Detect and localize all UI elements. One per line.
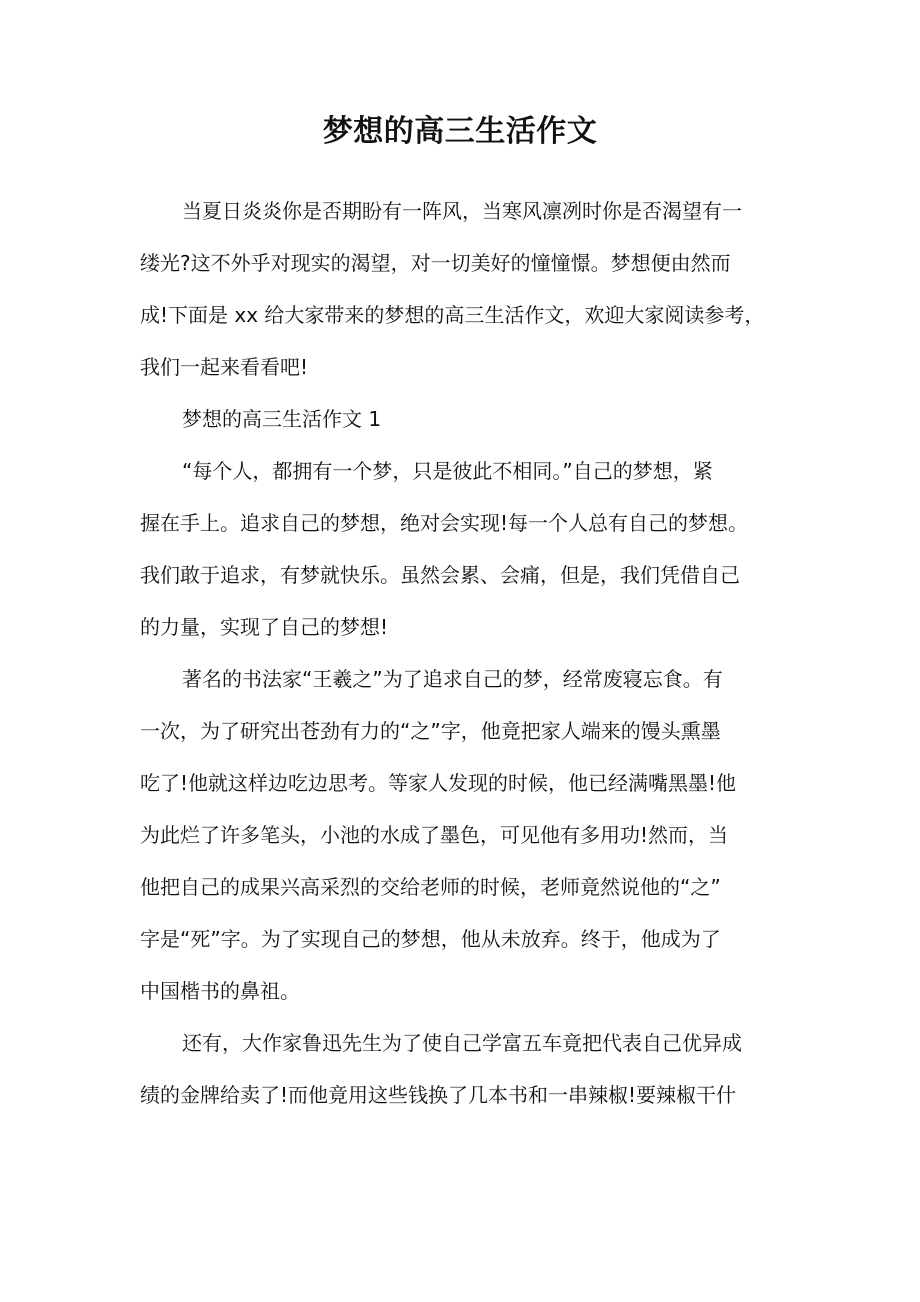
text-line: 绩的金牌给卖了!而他竟用这些钱换了几本书和一串辣椒!要辣椒干什 (140, 1083, 737, 1107)
document-body (140, 185, 780, 1121)
text-line: 我们敢于追求，有梦就快乐。虽然会累、会痛，但是，我们凭借自己 (140, 563, 740, 587)
text-line: 他把自己的成果兴高采烈的交给老师的时候，老师竟然说他的“之” (140, 875, 721, 899)
text-line: 握在手上。追求自己的梦想，绝对会实现!每一个人总有自己的梦想。 (140, 511, 749, 535)
text-line: 梦想的高三生活作文 1 (182, 407, 382, 431)
text-line: 当夏日炎炎你是否期盼有一阵风，当寒风凛冽时你是否渴望有一 (182, 199, 742, 223)
document-title: 梦想的高三生活作文 (322, 114, 598, 149)
text-line: “每个人，都拥有一个梦，只是彼此不相同。”自己的梦想，紧 (182, 459, 713, 483)
text-line: 缕光?这不外乎对现实的渴望，对一切美好的憧憧憬。梦想便由然而 (140, 251, 731, 275)
text-line: 的力量，实现了自己的梦想! (140, 615, 389, 639)
text-line: 一次，为了研究出苍劲有力的“之”字，他竟把家人端来的馒头熏墨 (140, 719, 721, 743)
text-line: 中国楷书的鼻祖。 (140, 979, 300, 1003)
text-line: 吃了!他就这样边吃边思考。等家人发现的时候，他已经满嘴黑墨!他 (140, 771, 737, 795)
text-line: 著名的书法家“王羲之”为了追求自己的梦，经常废寝忘食。有 (182, 667, 723, 691)
text-line: 为此烂了许多笔头，小池的水成了墨色，可见他有多用功!然而，当 (140, 823, 729, 847)
text-line: 还有，大作家鲁迅先生为了使自己学富五车竟把代表自己优异成 (182, 1031, 742, 1055)
text-line: 我们一起来看看吧! (140, 355, 309, 379)
text-line: 成!下面是 xx 给大家带来的梦想的高三生活作文，欢迎大家阅读参考， (140, 303, 765, 327)
text-line: 字是“死”字。为了实现自己的梦想，他从未放弃。终于，他成为了 (140, 927, 721, 951)
